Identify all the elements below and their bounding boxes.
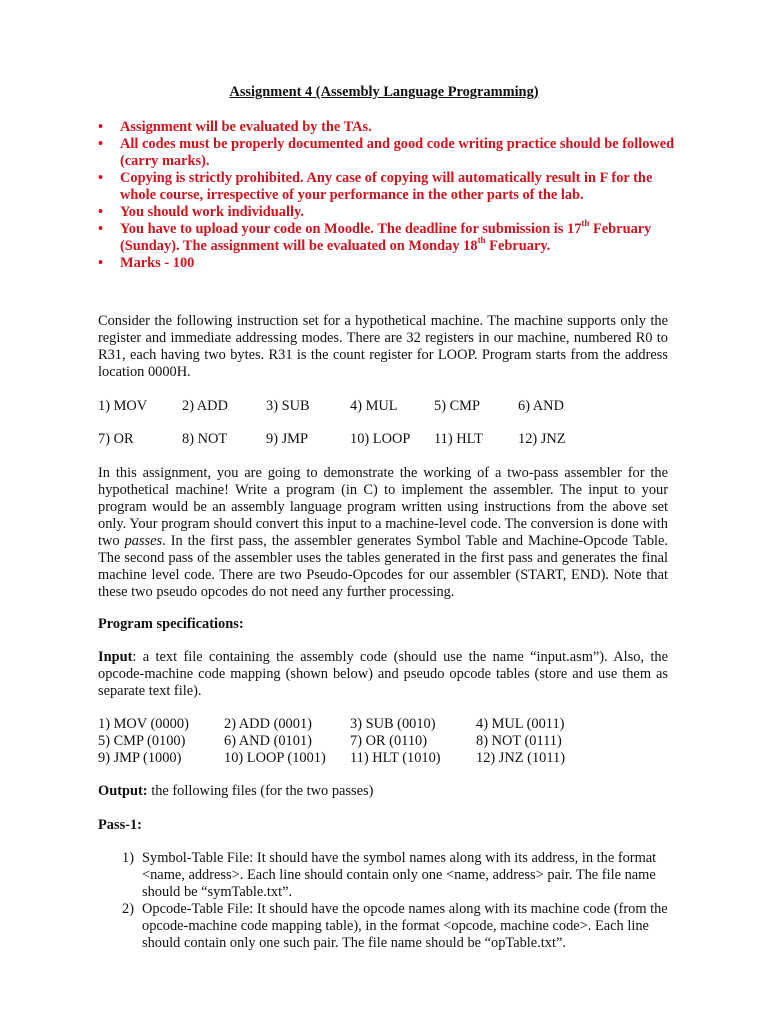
bullet-icon: •	[98, 170, 104, 186]
opcode-cell: 10) LOOP (1001)	[224, 750, 326, 766]
program-spec-heading: Program specifications:	[98, 616, 244, 632]
pass1-heading: Pass-1:	[98, 817, 142, 833]
bullet-icon: •	[98, 119, 104, 135]
page-title: Assignment 4 (Assembly Language Programming)	[229, 84, 539, 100]
instruction-item: 7) OR	[98, 431, 134, 447]
instruction-item: 10) LOOP	[350, 431, 411, 447]
opcode-table-row	[98, 716, 668, 733]
opcode-cell: 9) JMP (1000)	[98, 750, 182, 766]
rule-item: • You should work individually.	[98, 204, 304, 220]
rule-item: • Copying is strictly prohibited. Any case of copying will automatically result in F for the whole course, irrespective of your performance in the other parts of the lab.	[98, 170, 653, 203]
bullet-icon: •	[98, 204, 104, 220]
rule-item: • Assignment will be evaluated by the TAs.	[98, 119, 372, 135]
pass1-list	[122, 850, 668, 952]
opcode-cell: 11) HLT (1010)	[350, 750, 441, 766]
bullet-icon: •	[98, 136, 104, 152]
pass1-item: 1) Symbol-Table File: It should have the symbol names along with its address, in the format <name, address>. Each line should contain only one <name, address> pair. The file name should be “symTable.txt”.	[122, 850, 657, 900]
opcode-cell: 1) MOV (0000)	[98, 716, 189, 732]
instruction-item: 4) MUL	[350, 398, 398, 414]
opcode-cell: 12) JNZ (1011)	[476, 750, 565, 766]
rule-item: • Marks - 100	[98, 255, 195, 271]
rule-item: • All codes must be properly documented and good code writing practice should be followed (carry marks).	[98, 136, 675, 169]
instruction-item: 3) SUB	[266, 398, 310, 414]
bullet-icon: •	[98, 221, 104, 237]
intro-paragraph: Consider the following instruction set for a hypothetical machine. The machine supports only the register and immediate addressing modes. There are 32 registers in our machine, numbered R0 to R31, each having two bytes. R31 is the count register for LOOP. Program starts from the address location 0000H.	[98, 313, 668, 380]
instruction-item: 11) HLT	[434, 431, 483, 447]
instruction-item: 1) MOV	[98, 398, 148, 414]
instruction-item: 12) JNZ	[518, 431, 566, 447]
assignment-paragraph: In this assignment, you are going to demonstrate the working of a two-pass assembler for the hypothetical machine! Write a program (in C) to implement the assembler. The input to your program would be an assembly language program written using instructions from the above set only. Your program should convert this input to a machine-level code. The conversion is done with two passes. In the first pass, the assembler generates Symbol Table and Machine-Opcode Table. The second pass of the assembler uses the tables generated in the first pass and generates the final machine level code. There are two Pseudo-Opcodes for our assembler (START, END). Note that these two pseudo opcodes do not need any further processing.	[98, 465, 668, 600]
rule-item: • You have to upload your code on Moodle. The deadline for submission is 17th February (Sunday). The assignment will be evaluated on Monday 18th February.	[98, 218, 652, 254]
bullet-icon: •	[98, 255, 104, 271]
instruction-item: 6) AND	[518, 398, 564, 414]
opcode-cell: 5) CMP (0100)	[98, 733, 186, 749]
instruction-item: 8) NOT	[182, 431, 228, 447]
opcode-cell: 3) SUB (0010)	[350, 716, 436, 732]
instruction-set-row	[98, 431, 668, 448]
instruction-item: 5) CMP	[434, 398, 480, 414]
opcode-cell: 6) AND (0101)	[224, 733, 312, 749]
instruction-item: 2) ADD	[182, 398, 228, 414]
opcode-table-row	[98, 733, 668, 750]
instruction-set-row	[98, 398, 668, 415]
opcode-table-row	[98, 750, 668, 767]
opcode-cell: 8) NOT (0111)	[476, 733, 562, 749]
pass1-item: 2) Opcode-Table File: It should have the opcode names along with its machine code (from the opcode-machine code mapping table), in the format <opcode, machine code>. Each line should contain only one such pair. The file name should be “opTable.txt”.	[122, 901, 668, 951]
instruction-item: 9) JMP	[266, 431, 308, 447]
opcode-cell: 7) OR (0110)	[350, 733, 428, 749]
input-paragraph: Input: a text file containing the assembly code (should use the name “input.asm”). Also, the opcode-machine code mapping (shown below) and pseudo opcode tables (store and use them as separate text file).	[98, 649, 668, 699]
rules-list	[98, 119, 676, 272]
opcode-cell: 4) MUL (0011)	[476, 716, 565, 732]
output-line: Output: the following files (for the two passes)	[98, 783, 374, 799]
opcode-cell: 2) ADD (0001)	[224, 716, 312, 732]
